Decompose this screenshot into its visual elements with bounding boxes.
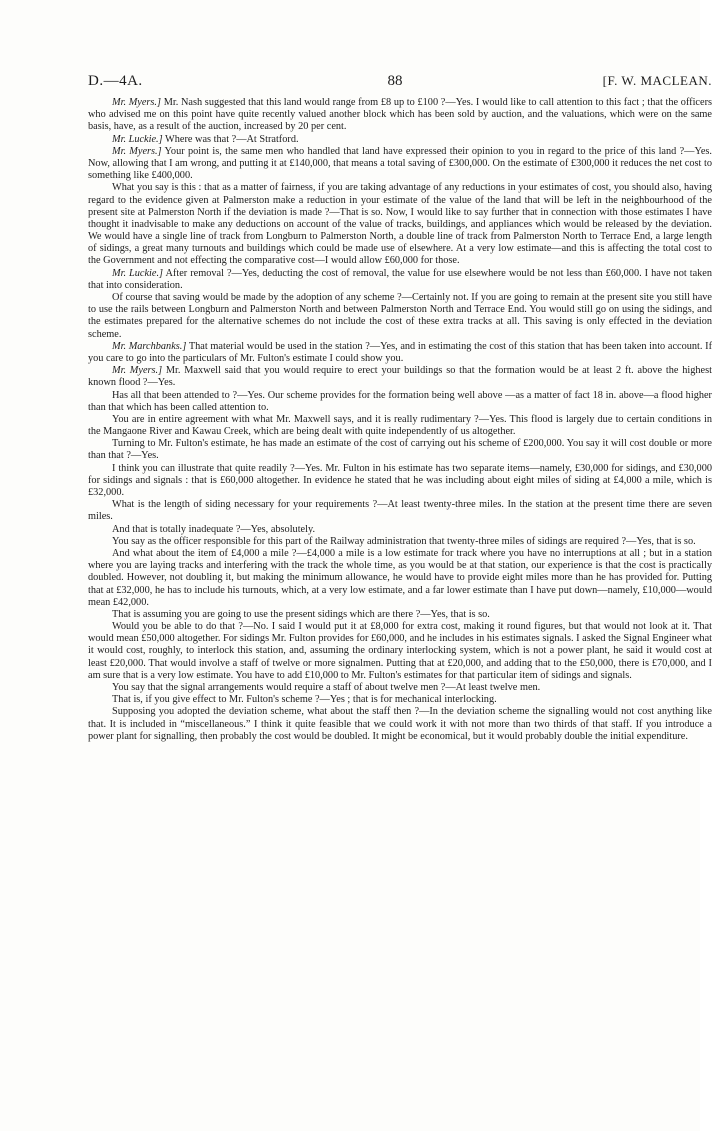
paragraph — [88, 97, 712, 134]
paragraph-text: And that is totally inadequate ?—Yes, absolutely. — [112, 523, 316, 535]
paragraph — [88, 694, 712, 706]
paragraph-text: What you say is this : that as a matter of fairness, if you are taking advantage of any reductions in your estimates of cost, you should also, having regard to the evidence given at Palmerston make a reduction in your estimate of the value of the land that will be left in the neighbourhood of the present site at Palmerston North if the deviation is made ?—That is so. Now, I would like to say further that in connection with those estimates I have thought it inadvisable to make any deductions on account of the value of tracks, buildings, and appliances which would be released by the deviation. We would have a single line of track from Longburn to Palmerston North, a double line of track from Palmerston North to Terrace End, a large length of sidings, a great many turnouts and buildings which could be made use of elsewhere. At a very low estimate—and this is affecting the total cost to the Government and not effecting the comparative cost—I would allow £60,000 for those. — [88, 182, 712, 267]
paragraph — [88, 438, 712, 462]
paragraph — [88, 341, 712, 365]
document-body — [88, 97, 712, 743]
paragraph — [88, 524, 712, 536]
paragraph — [88, 182, 712, 267]
speaker-label: Mr. Marchbanks.] — [112, 340, 187, 352]
paragraph — [88, 548, 712, 609]
paragraph-text: You say as the officer responsible for this part of the Railway administration that twenty-three miles of sidings are required ?—Yes, that is so. — [112, 535, 696, 547]
document-reference: D.—4A. — [88, 73, 143, 89]
paragraph — [88, 463, 712, 500]
paragraph-text: Of course that saving would be made by the adoption of any scheme ?—Certainly not. If you are going to remain at the present site you still have to use the rails between Longburn and Palmerston North and between Palmerston North and Terrace End. You would still go on using the sidings, and the estimates prepared for the alternative schemes do not include the cost of these extra tracks at all. This saving is only effected in the deviation scheme. — [88, 292, 712, 340]
paragraph-text: Supposing you adopted the deviation scheme, what about the staff then ?—In the deviation scheme the signalling would not cost anything like that. It is included in “miscellaneous.” I think it quite feasible that we could work it with not more than two thirds of that staff. If you introduce a power plant for signalling, then probably the cost would be doubled. It might be economical, but it would probably double the initial expenditure. — [88, 706, 712, 742]
paragraph — [88, 414, 712, 438]
paragraph — [88, 499, 712, 523]
speaker-label: Mr. Myers.] — [112, 145, 162, 157]
paragraph — [88, 292, 712, 341]
speaker-label: Mr. Myers.] — [112, 365, 163, 377]
paragraph-text: Turning to Mr. Fulton's estimate, he has made an estimate of the cost of carrying out his scheme of £200,000. You say it will cost double or more than that ?—Yes. — [88, 438, 712, 462]
paragraph — [88, 621, 712, 682]
page-header — [88, 72, 712, 92]
speaker-label: Mr. Myers.] — [112, 97, 162, 108]
paragraph — [88, 146, 712, 183]
paragraph — [88, 536, 712, 548]
paragraph-text: Mr. Nash suggested that this land would range from £8 up to £100 ?—Yes. I would like to call attention to this fact ; that the officers who advised me on this point have quite recently valued another block which has been sold by auction, and the valuations, which were on the same basis, have, as a result of the auction, increased by 20 per cent. — [88, 97, 712, 133]
paragraph — [88, 134, 712, 146]
paragraph-text: I think you can illustrate that quite readily ?—Yes. Mr. Fulton in his estimate has two separate items—namely, £30,000 for sidings, and £30,000 for sidings and signals : that is £60,000 altogether. In evidence he stated that he was including about eight miles of siding at £4,000 a mile, which is £32,000. — [88, 462, 712, 498]
paragraph-text: That is, if you give effect to Mr. Fulton's scheme ?—Yes ; that is for mechanical interlocking. — [112, 694, 497, 706]
paragraph-text: And what about the item of £4,000 a mile ?—£4,000 a mile is a low estimate for track where you have no interruptions at all ; but in a station where you are laying tracks and interfering with the track the whole time, as you would be at that station, our experience is that the cost is practically doubled. However, not doubling it, but making the minimum allowance, he would have to provide eight miles more than he has provided for. Putting that at £32,000, he has to include his turnouts, which, at a very low estimate, and a far lower estimate than I have put down—namely, £10,000—would mean £42,000. — [88, 547, 712, 608]
paragraph — [88, 682, 712, 694]
paragraph-text: Where was that ?—At Stratford. — [162, 133, 299, 145]
paragraph-text: Has all that been attended to ?—Yes. Our scheme provides for the formation being well above —as a matter of fact 18 in. above—a flood higher than that which has been called attention to. — [88, 389, 712, 413]
paragraph — [88, 365, 712, 389]
paragraph — [88, 609, 712, 621]
paragraph-text: After removal ?—Yes, deducting the cost of removal, the value for use elsewhere would be not less than £60,000. I have not taken that into consideration. — [88, 267, 712, 291]
paragraph — [88, 390, 712, 414]
paragraph-text: That is assuming you are going to use the present sidings which are there ?—Yes, that is so. — [112, 608, 490, 620]
paragraph-text: That material would be used in the station ?—Yes, and in estimating the cost of this station that has been taken into account. If you care to go into the particulars of Mr. Fulton's estimate I could show you. — [88, 340, 712, 364]
page-number: 88 — [387, 73, 403, 89]
paragraph-text: Mr. Maxwell said that you would require to erect your buildings so that the formation would be at least 2 ft. above the highest known flood ?—Yes. — [88, 365, 712, 389]
paragraph — [88, 268, 712, 292]
paragraph-text: You say that the signal arrangements would require a staff of about twelve men ?—At least twelve men. — [112, 682, 541, 693]
speaker-label: Mr. Luckie.] — [112, 133, 163, 145]
paragraph — [88, 706, 712, 743]
paragraph-text: Your point is, the same men who handled that land have expressed their opinion to you in regard to the price of this land ?—Yes. Now, allowing that I am wrong, and putting it at £140,000, that means a total saving of £300,000. On the estimate of £300,000 it reduces the net cost to something like £400,000. — [88, 145, 712, 182]
paragraph-text: What is the length of siding necessary for your requirements ?—At least twenty-three miles. In the station at the present time there are seven miles. — [88, 499, 712, 523]
paragraph-text: You are in entire agreement with what Mr. Maxwell says, and it is really rudimentary ?—Yes. This flood is largely due to certain conditions in the Mangaone River and Kawau Creek, which are being dealt with quite independently of us altogether. — [88, 413, 712, 438]
speaker-label: Mr. Luckie.] — [112, 267, 164, 279]
paragraph-text: Would you be able to do that ?—No. I said I would put it at £8,000 for extra cost, making it round figures, but that would not look at it. That would mean £50,000 altogether. For sidings Mr. Fulton provides for £60,000, and he includes in his estimates signals. I asked the Signal Engineer what it would cost, roughly, to interlock this station, and, assuming the ordinary interlocking system, which is not a power plant, he said it would cost at least £20,000. That would involve a staff of twelve or more signalmen. Putting that at £20,000, and adding that to the £50,000, there is £70,000, and I am sure that is a very low estimate. You have to add £10,000 to Mr. Fulton's estimates for that particular item of sidings and signals. — [88, 621, 712, 681]
witness-name: [F. W. MACLEAN. — [602, 73, 712, 88]
